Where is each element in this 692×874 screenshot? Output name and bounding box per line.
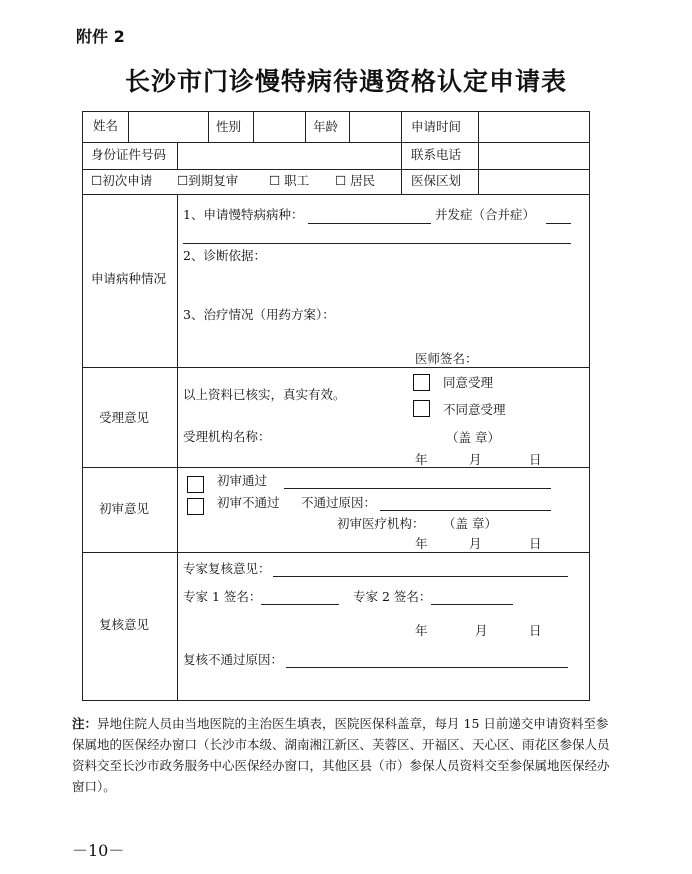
doctor-signature-label: 医师签名： (415, 351, 478, 366)
complication-label: 并发症（合并症） (435, 207, 536, 222)
id-number-label: 身份证件号码 (91, 147, 167, 162)
recheck-day: 日 (529, 623, 542, 638)
first-apply-checkbox[interactable]: ☐初次申请 (91, 173, 153, 188)
initial-seal-label: （盖 章） (443, 516, 497, 531)
accept-day: 日 (529, 452, 542, 467)
diagnosis-basis-label: 2、诊断依据： (183, 248, 266, 263)
initial-pass-checkbox[interactable] (187, 476, 204, 493)
footnote (72, 713, 620, 797)
age-label: 年龄 (313, 119, 339, 134)
apply-time-label: 申请时间 (411, 119, 462, 134)
initial-org-label: 初审医疗机构： (337, 516, 425, 531)
initial-fail-checkbox[interactable] (187, 498, 204, 515)
treatment-label: 3、治疗情况（用药方案）： (183, 307, 335, 322)
name-label: 姓名 (93, 118, 119, 133)
expert-opinion-label: 专家复核意见： (183, 561, 271, 576)
expert2-signature-label: 专家 2 签名： (353, 589, 432, 604)
initial-year: 年 (415, 536, 428, 551)
recheck-month: 月 (475, 623, 488, 638)
initial-day: 日 (529, 536, 542, 551)
insurance-district-label: 医保区划 (411, 173, 462, 188)
page-number: －10－ (72, 841, 125, 860)
phone-label: 联系电话 (411, 147, 462, 162)
agree-accept-label: 同意受理 (443, 375, 494, 390)
recheck-reason-label: 复核不通过原因： (183, 652, 284, 667)
disease-type-label: 1、申请慢特病病种： (183, 207, 304, 222)
accept-year: 年 (415, 452, 428, 467)
agree-accept-checkbox[interactable] (413, 374, 430, 391)
expert1-signature-label: 专家 1 签名： (183, 589, 262, 604)
attachment-label: 附件 2 (76, 27, 125, 46)
footnote-text: 异地住院人员由当地医院的主治医生填表，医院医保科盖章，每月 15 日前递交申请资料至参保属地的医保经办窗口（长沙市本级、湖南湘江新区、芙蓉区、开福区、天心区、雨花区参保人员资料交至长沙市政务服务中心医保经办窗口，其他区县（市）参保人员资料交至参保属地医保经办窗口）。 (72, 716, 610, 794)
initial-month: 月 (469, 536, 482, 551)
disagree-accept-checkbox[interactable] (413, 400, 430, 417)
disagree-accept-label: 不同意受理 (443, 402, 506, 417)
accept-org-label: 受理机构名称： (183, 429, 271, 444)
resident-checkbox[interactable]: ☐ 居民 (335, 173, 376, 188)
page-title: 长沙市门诊慢特病待遇资格认定申请表 (124, 67, 567, 96)
recheck-section-label: 复核意见 (99, 617, 150, 632)
acceptance-section-label: 受理意见 (99, 410, 150, 425)
initial-pass-label: 初审通过 (217, 473, 268, 488)
initial-fail-label: 初审不通过 (217, 495, 280, 510)
worker-checkbox[interactable]: ☐ 职工 (269, 173, 310, 188)
verified-statement: 以上资料已核实，真实有效。 (183, 387, 346, 402)
renewal-checkbox[interactable]: ☐到期复审 (177, 173, 239, 188)
disease-section-label: 申请病种情况 (91, 271, 167, 286)
gender-label: 性别 (216, 119, 242, 134)
recheck-year: 年 (415, 623, 428, 638)
accept-month: 月 (469, 452, 482, 467)
initial-review-section-label: 初审意见 (99, 501, 150, 516)
footnote-prefix: 注： (72, 716, 98, 731)
accept-seal-label: （盖 章） (446, 430, 500, 445)
initial-reason-label: 不通过原因： (301, 495, 377, 510)
application-form-table (82, 111, 590, 701)
